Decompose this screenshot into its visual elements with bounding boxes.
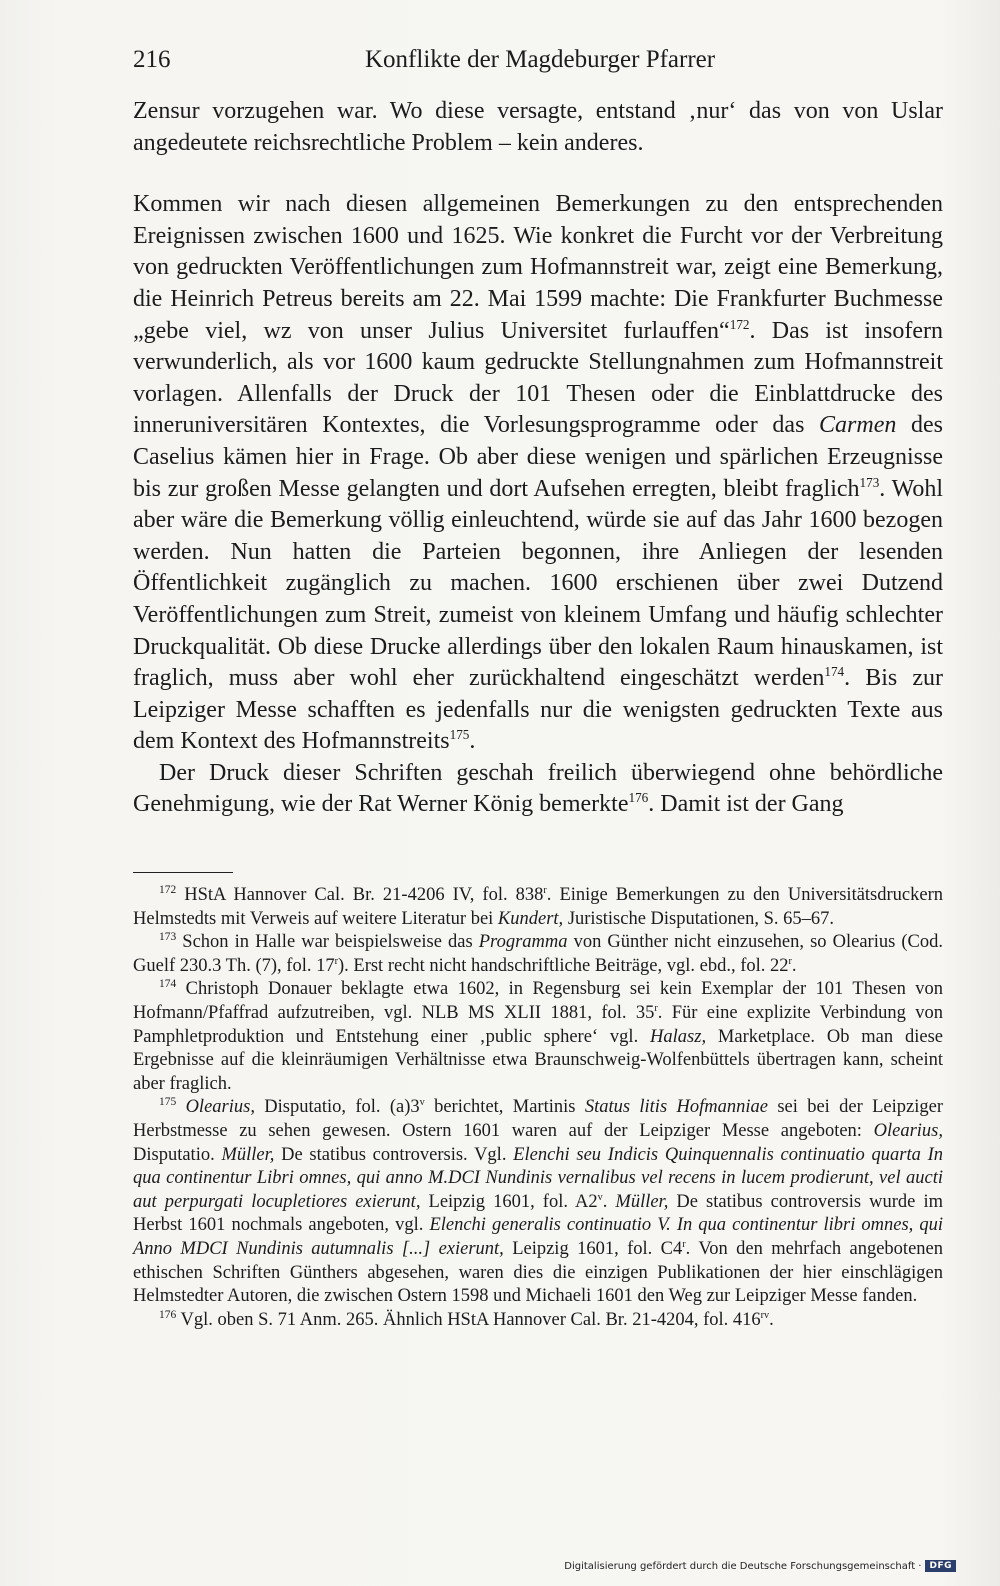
footnote-173: $^{173}$ Schon in Halle war beispielsweise das Programma von Günther nicht einzusehen, so Olearius (Cod. Guelf 230.3 Th. (7), fol. 17$^r$). Erst recht nicht handschriftliche Beiträge, vgl. ebd., fol. 22$^r$. xyxy=(133,931,943,976)
footnotes xyxy=(133,884,943,1332)
footnote-ref-174[interactable]: 174 xyxy=(824,664,845,680)
page-number: 216 xyxy=(133,46,171,73)
footnote-ref-175[interactable]: 175 xyxy=(449,727,470,743)
dfg-logo: DFG xyxy=(925,1560,956,1572)
body-text xyxy=(133,96,943,821)
digitization-credit xyxy=(564,1560,956,1572)
paragraph-1: Zensur vorzugehen war. Wo diese versagte, entstand ‚nur‘ das von von Uslar angedeutete reichsrechtliche Problem – kein anderes. xyxy=(133,98,943,156)
footnote-176: $^{176}$ Vgl. oben S. 71 Anm. 265. Ähnlich HStA Hannover Cal. Br. 21-4204, fol. $416^{rv}$. xyxy=(159,1308,774,1330)
running-title: Konflikte der Magdeburger Pfarrer xyxy=(365,46,716,73)
footnote-ref-176[interactable]: 176 xyxy=(628,790,649,806)
footnote-172: $^{172}$ HStA Hannover Cal. Br. 21-4206 IV, fol. 838$^r$. Einige Bemerkungen zu den Universitätsdruckern Helmstedts mit Verweis auf weitere Literatur bei Kundert, Juristische Disputationen, S. 65–67. xyxy=(133,883,943,929)
footnote-ref-172[interactable]: 172 xyxy=(729,316,750,332)
paragraph-2: Kommen wir nach diesen allgemeinen Bemerkungen zu den entsprechenden Ereignissen zwischen 1600 und 1625. Wie konkret die Furcht vor der Verbreitung von gedruckten Veröffentlichungen zum Hofmannstreit war, zeigt eine Bemerkung, die Heinrich Petreus bereits am 22. Mai 1599 machte: Die Frankfurter Buchmesse „gebe viel, wz von unser Julius Universitet furlauffen“$^{172}$. Das ist insofern verwunderlich, als vor 1600 kaum gedruckte Stellungnahmen zum Hofmannstreit vorlagen. Allenfalls der Druck der 101 Thesen oder die Einblattdrucke des inneruniversitären Kontextes, die Vorlesungsprogramme oder das Carmen des Caselius kämen hier in Frage. Ob aber diese wenigen und spärlichen Erzeugnisse bis zur großen Messe gelangten und dort Aufsehen erregten, bleibt fraglich$^{173}$. Wohl aber wäre die Bemerkung völlig einleuchtend, würde sie auf das Jahr 1600 bezogen werden. Nun hatten die Parteien begonnen, ihre Anliegen der lesenden Öffentlichkeit zugänglich zu machen. 1600 erschienen über zwei Dutzend Veröffentlichungen zum Streit, zumeist von kleinem Umfang und häufig schlechter Druckqualität. Ob diese Drucke allerdings über den lokalen Raum hinauskamen, ist fraglich, muss aber wohl eher zurückhaltend eingeschätzt werden$^{174}$. Bis zur Leipziger Messe schafften es jedenfalls nur die wenigsten gedruckten Texte aus dem Kontext des Hofmannstreits$^{175}$. xyxy=(133,191,944,755)
footnote-ref-173[interactable]: 173 xyxy=(859,474,880,490)
running-header xyxy=(133,46,943,86)
footnote-174: $^{174}$ Christoph Donauer beklagte etwa 1602, in Regensburg sei kein Exemplar der 101 Thesen von Hofmann/Pfaffrad aufzutreiben, vgl. NLB MS XLII 1881, fol. 35$^r$. Für eine explizite Verbindung von Pamphletproduktion und Entstehung einer ‚public sphere‘ vgl. Halasz, Marketplace. Ob man diese Ergebnisse auf die kleinräumigen Verhältnisse etwa Braunschweig-Wolfenbüttels übertragen kann, scheint aber fraglich. xyxy=(133,978,943,1094)
paragraph-3: Der Druck dieser Schriften geschah freilich überwiegend ohne behördliche Genehmigung, wie der Rat Werner König bemerkte$^{176}$. Damit ist der Gang xyxy=(133,759,943,818)
footnote-175: $^{175}$ Olearius, Disputatio, fol. (a)3$^v$ berichtet, Martinis Status litis Hofmanniae sei bei der Leipziger Herbstmesse zu sehen gewesen. Ostern 1601 waren auf der Leipziger Messe angeboten: Olearius, Disputatio. Müller, De statibus controversis. Vgl. Elenchi seu Indicis Quinquennalis continuatio quarta In qua continentur Libri omnes, qui anno M.DCI Nundinis vernalibus vel recens in lucem prodierunt, vel aucti aut perpurgati locupletiores exierunt, Leipzig 1601, fol. A2$^v$. Müller, De statibus controversis wurde im Herbst 1601 nochmals angeboten, vgl. Elenchi generalis continuatio V. In qua continentur libri omnes, qui Anno MDCI Nundinis autumnalis [...] exierunt, Leipzig 1601, fol. C4$^r$. Von den mehrfach angebotenen ethischen Schriften Günthers abgesehen, waren dies die einzigen Publikationen der hier einschlägigen Helmstedter Autoren, die zwischen Ostern 1598 und Michaeli 1601 den Weg zur Leipziger Messe fanden. xyxy=(133,1096,944,1307)
credit-text: Digitalisierung gefördert durch die Deutsche Forschungsgemeinschaft · xyxy=(564,1560,922,1572)
footnote-separator xyxy=(133,872,233,873)
